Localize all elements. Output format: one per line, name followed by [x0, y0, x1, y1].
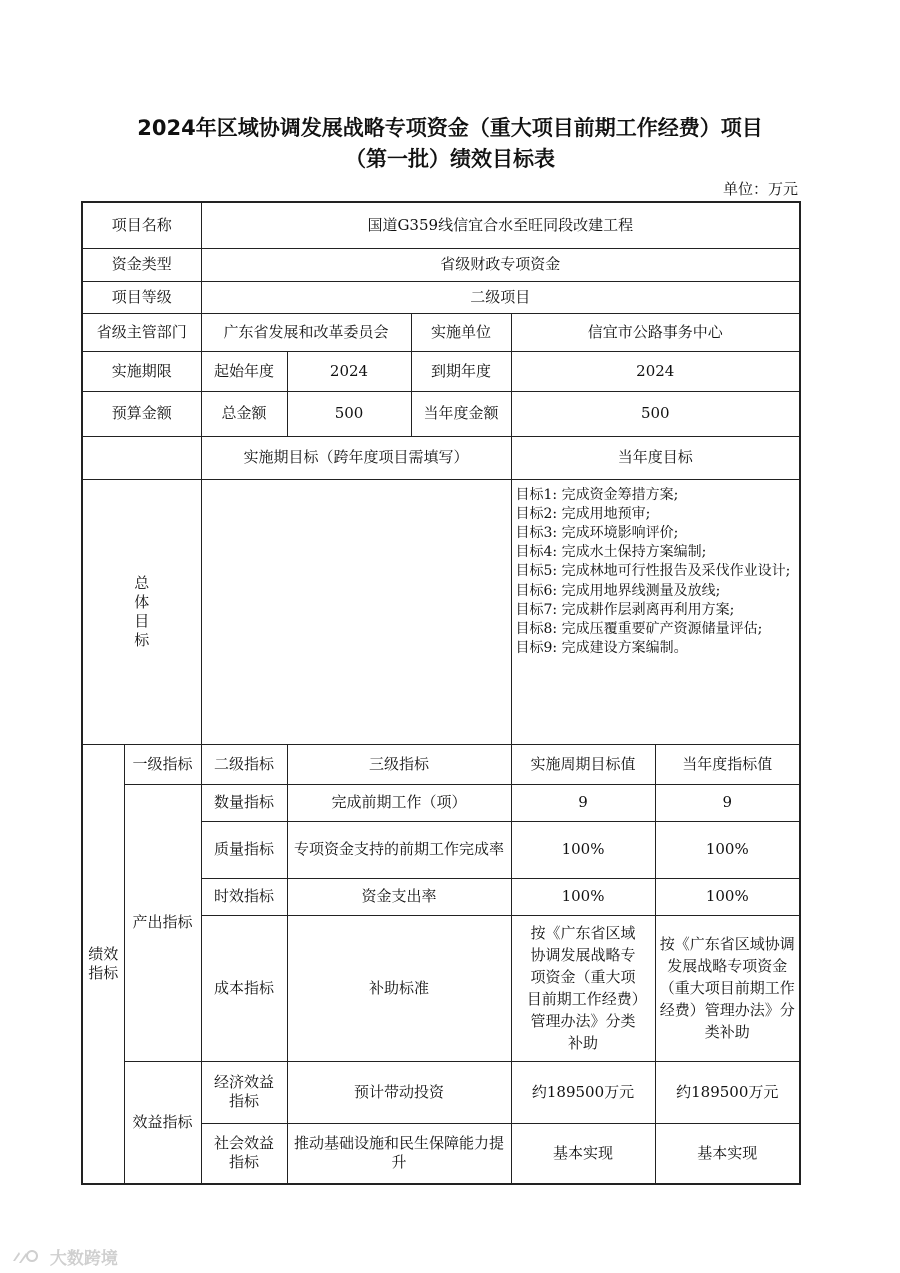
overall-goal-char: 体 — [134, 592, 150, 611]
page-title-line1: 2024年区域协调发展战略专项资金（重大项目前期工作经费）项目 — [137, 116, 763, 140]
value-end-year: 2024 — [511, 351, 800, 391]
label-output: 产出指标 — [124, 784, 201, 1061]
goal-item: 目标4: 完成水土保持方案编制; — [515, 544, 707, 561]
label-end-year: 到期年度 — [411, 351, 511, 391]
header-level3: 三级指标 — [287, 744, 511, 784]
label-project-name: 项目名称 — [82, 202, 201, 248]
indicator-l3: 推动基础设施和民生保障能力提升 — [287, 1123, 511, 1184]
row-period — [82, 351, 800, 391]
indicator-l2: 经济效益指标 — [201, 1061, 287, 1123]
value-fund-type: 省级财政专项资金 — [201, 248, 800, 281]
goal-item: 目标5: 完成林地可行性报告及采伐作业设计; — [515, 563, 791, 580]
watermark-text: 大数跨境 — [49, 1249, 118, 1269]
value-start-year: 2024 — [287, 351, 411, 391]
current-goals-list — [511, 479, 800, 744]
indicator-period-value: 基本实现 — [511, 1123, 655, 1184]
label-fund-type: 资金类型 — [82, 248, 201, 281]
goal-item: 目标7: 完成耕作层剥离再利用方案; — [515, 601, 735, 618]
header-period-goal: 实施期目标（跨年度项目需填写） — [201, 436, 511, 479]
overall-goal-char: 总 — [134, 573, 150, 592]
goal-item: 目标1: 完成资金筹措方案; — [515, 486, 679, 503]
row-project-level — [82, 281, 800, 313]
row-project-name — [82, 202, 800, 248]
indicator-current-value: 9 — [655, 784, 800, 821]
value-impl-unit: 信宜市公路事务中心 — [511, 313, 800, 351]
row-budget — [82, 391, 800, 436]
indicator-l3: 预计带动投资 — [287, 1061, 511, 1123]
row-indicator-qty — [82, 784, 800, 821]
goal-item: 目标6: 完成用地界线测量及放线; — [515, 582, 721, 599]
indicator-l3: 补助标准 — [287, 915, 511, 1061]
label-current-amount: 当年度金额 — [411, 391, 511, 436]
indicator-current-value: 约189500万元 — [655, 1061, 800, 1123]
header-level1: 一级指标 — [124, 744, 201, 784]
indicator-l2: 数量指标 — [201, 784, 287, 821]
indicator-l3: 专项资金支持的前期工作完成率 — [287, 821, 511, 878]
value-period-goal — [201, 479, 511, 744]
indicator-l2: 质量指标 — [201, 821, 287, 878]
indicator-l2: 成本指标 — [201, 915, 287, 1061]
indicator-l3: 完成前期工作（项） — [287, 784, 511, 821]
goal-item: 目标2: 完成用地预审; — [515, 505, 651, 522]
indicator-current-value: 基本实现 — [655, 1123, 800, 1184]
label-impl-unit: 实施单位 — [411, 313, 511, 351]
indicator-period-value: 按《广东省区域协调发展战略专项资金（重大项目前期工作经费）管理办法》分类补助 — [511, 915, 655, 1061]
indicator-l2: 时效指标 — [201, 878, 287, 915]
indicator-current-value: 100% — [655, 878, 800, 915]
unit-label: 单位：万元 — [722, 180, 798, 198]
label-project-level: 项目等级 — [82, 281, 201, 313]
goal-header-blank — [82, 436, 201, 479]
indicator-l3: 资金支出率 — [287, 878, 511, 915]
row-indicator-econ — [82, 1061, 800, 1123]
label-period: 实施期限 — [82, 351, 201, 391]
performance-target-table — [81, 201, 801, 1185]
row-indicator-headers — [82, 744, 800, 784]
value-current-amount: 500 — [511, 391, 800, 436]
goal-item: 目标3: 完成环境影响评价; — [515, 524, 679, 541]
label-total: 总金额 — [201, 391, 287, 436]
indicator-period-value: 100% — [511, 821, 655, 878]
indicator-current-value: 100% — [655, 821, 800, 878]
row-fund-type — [82, 248, 800, 281]
label-start-year: 起始年度 — [201, 351, 287, 391]
watermark — [10, 1244, 118, 1269]
goal-item: 目标9: 完成建设方案编制。 — [515, 640, 688, 657]
page-title-line2: （第一批）绩效目标表 — [345, 147, 555, 171]
value-project-level: 二级项目 — [201, 281, 800, 313]
label-performance-indicators — [82, 744, 124, 1184]
perf-label-part: 绩效 — [88, 944, 119, 963]
indicator-period-value: 9 — [511, 784, 655, 821]
value-dept: 广东省发展和改革委员会 — [201, 313, 411, 351]
header-current-target: 当年度指标值 — [655, 744, 800, 784]
row-overall-goal — [82, 479, 800, 744]
goal-item: 目标8: 完成压覆重要矿产资源储量评估; — [515, 620, 763, 637]
dash-logo-icon — [10, 1247, 40, 1267]
row-dept — [82, 313, 800, 351]
perf-label-part: 指标 — [88, 963, 119, 982]
value-total: 500 — [287, 391, 411, 436]
overall-goal-char: 标 — [134, 630, 150, 649]
header-current-goal: 当年度目标 — [511, 436, 800, 479]
indicator-l2: 社会效益指标 — [201, 1123, 287, 1184]
header-level2: 二级指标 — [201, 744, 287, 784]
label-benefit: 效益指标 — [124, 1061, 201, 1184]
header-period-target: 实施周期目标值 — [511, 744, 655, 784]
indicator-period-value: 100% — [511, 878, 655, 915]
label-dept: 省级主管部门 — [82, 313, 201, 351]
overall-goal-char: 目 — [134, 611, 150, 630]
indicator-period-value: 约189500万元 — [511, 1061, 655, 1123]
label-overall-goal — [82, 479, 201, 744]
indicator-current-value: 按《广东省区域协调发展战略专项资金（重大项目前期工作经费）管理办法》分类补助 — [655, 915, 800, 1061]
value-project-name: 国道G359线信宜合水至旺同段改建工程 — [201, 202, 800, 248]
label-budget: 预算金额 — [82, 391, 201, 436]
row-goal-headers — [82, 436, 800, 479]
